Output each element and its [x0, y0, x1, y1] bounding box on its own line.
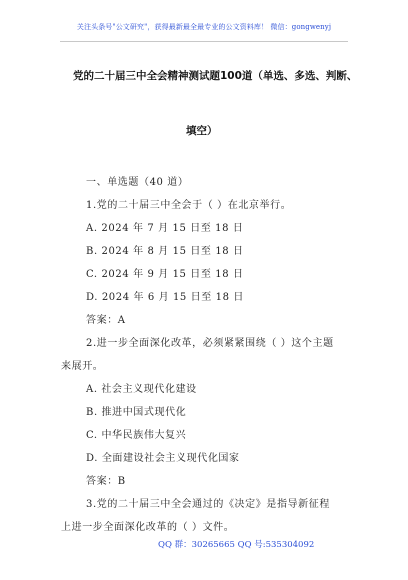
question-2-option-b: B. 推进中国式现代化 — [86, 407, 187, 418]
question-3-stem-line-2: 上进一步全面深化改革的（ ）文件。 — [61, 522, 235, 533]
question-2-stem-line-1: 2.进一步全面深化改革，必须紧紧围绕（ ）这个主题 — [86, 338, 334, 349]
question-1-option-c: C. 2024 年 9 月 15 日至 18 日 — [86, 269, 244, 280]
document-title-line-2: 填空） — [186, 125, 218, 137]
question-1-option-a: A. 2024 年 7 月 15 日至 18 日 — [86, 223, 244, 234]
question-1-option-d: D. 2024 年 6 月 15 日至 18 日 — [86, 292, 244, 303]
section-heading: 一、单选题（40 道） — [86, 177, 189, 188]
header-divider — [60, 41, 348, 42]
question-3-stem-line-1: 3.党的二十届三中全会通过的《决定》是指导新征程 — [86, 499, 330, 510]
header-note: 关注头条号"公文研究"，获得最新最全最专业的公文资料库！ 微信：gongwenyj — [76, 23, 332, 31]
question-2-option-c: C. 中华民族伟大复兴 — [86, 430, 187, 441]
question-2-answer: 答案：B — [86, 476, 126, 487]
footer-qq-info: QQ 群：30265665 QQ 号:535304092 — [158, 540, 315, 550]
question-1-answer: 答案：A — [86, 315, 126, 326]
question-2-stem-line-2: 来展开。 — [61, 361, 104, 372]
document-title-line-1: 党的二十届三中全会精神测试题100道（单选、多选、判断、 — [73, 70, 358, 82]
question-2-option-a: A. 社会主义现代化建设 — [86, 384, 197, 395]
question-2-option-d: D. 全面建设社会主义现代化国家 — [86, 453, 240, 464]
question-1-stem: 1.党的二十届三中全会于（ ）在北京举行。 — [86, 200, 292, 211]
question-1-option-b: B. 2024 年 8 月 15 日至 18 日 — [86, 246, 244, 257]
